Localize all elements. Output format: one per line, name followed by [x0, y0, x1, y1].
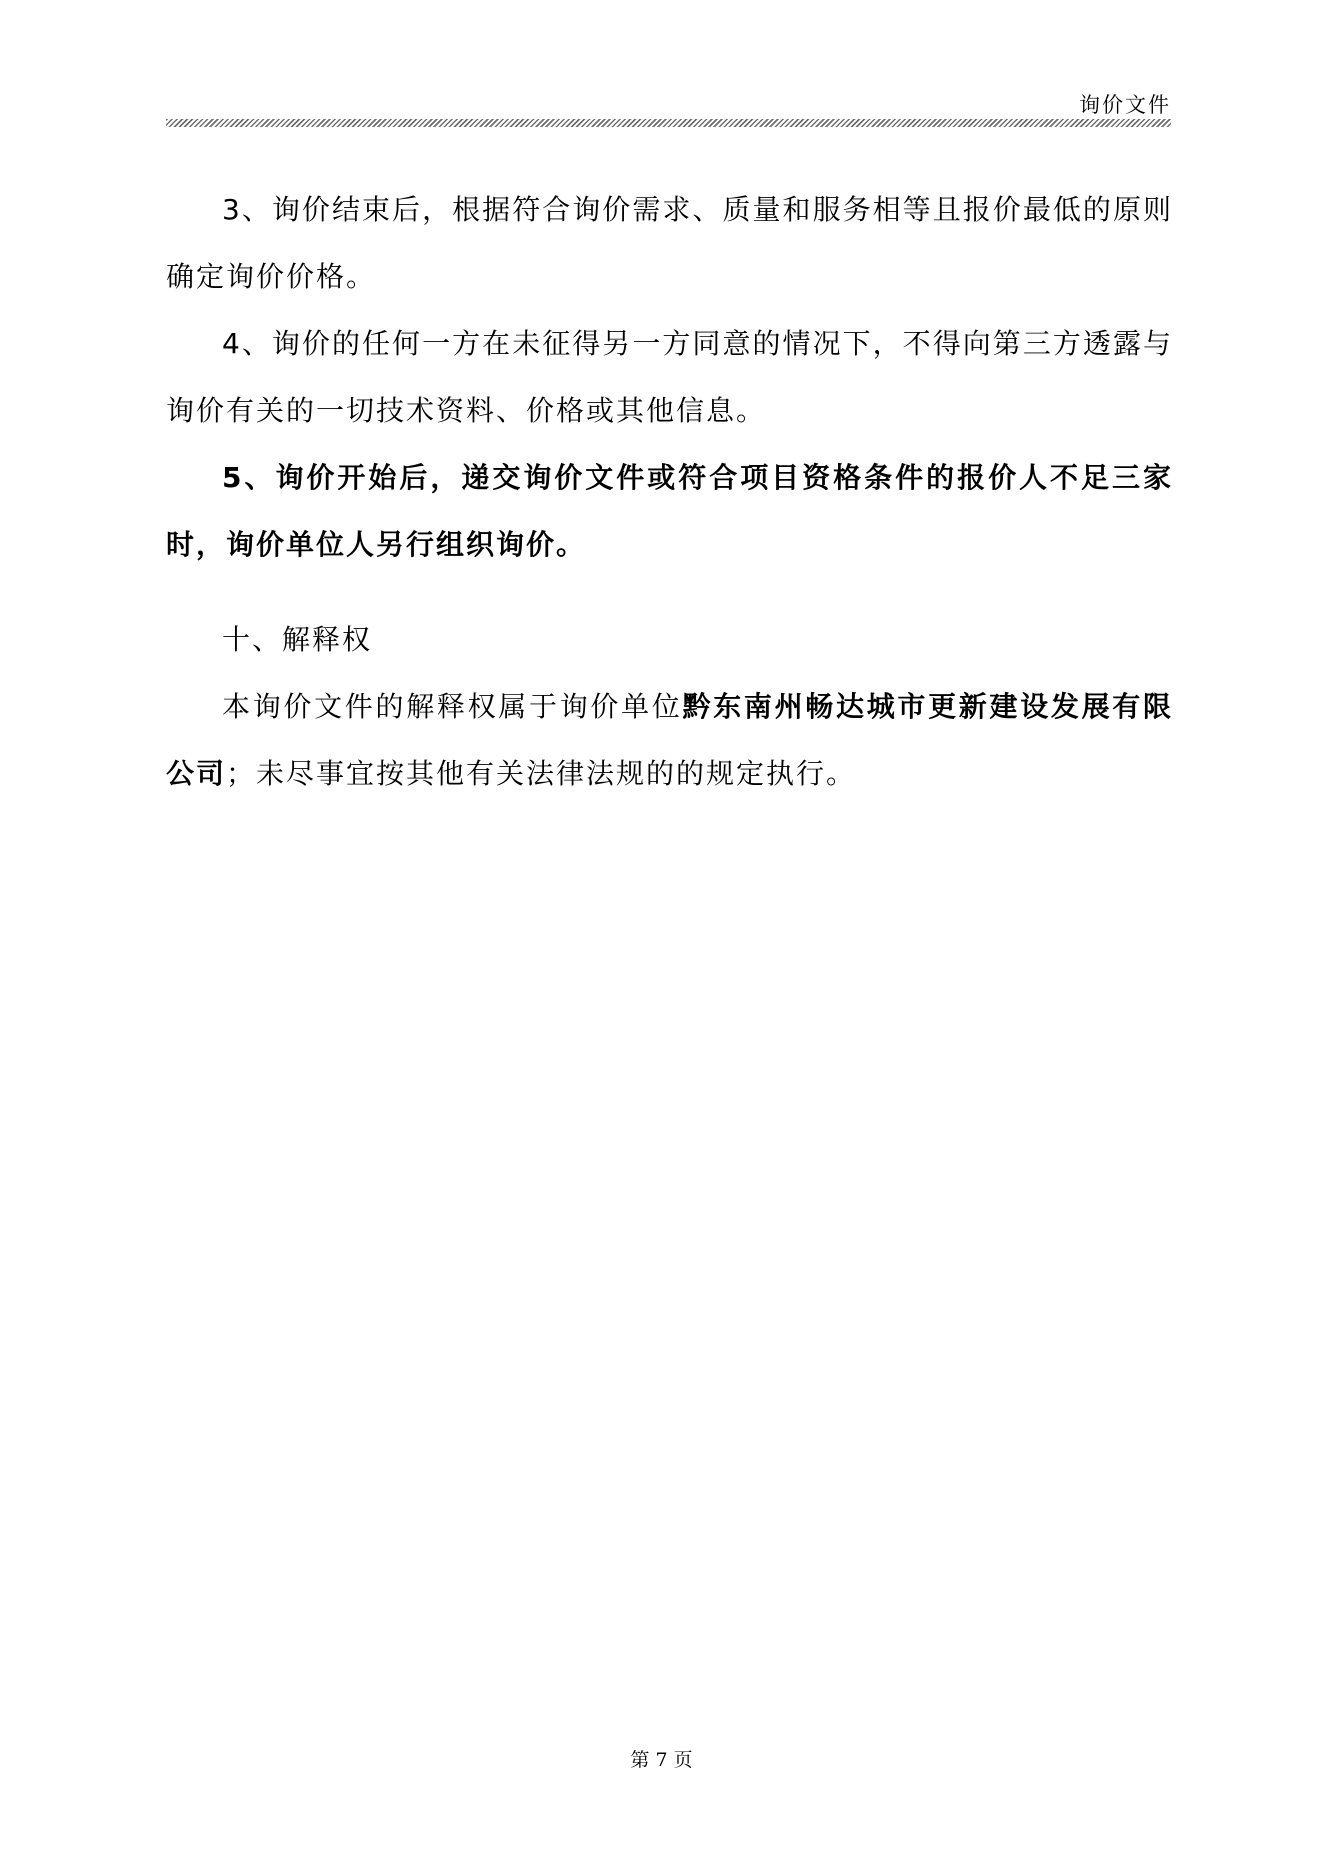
paragraph-5: 5、询价开始后，递交询价文件或符合项目资格条件的报价人不足三家时，询价单位人另行组织询价。 — [166, 461, 1173, 561]
document-body — [166, 176, 1173, 807]
header-divider — [166, 119, 1171, 127]
header-title: 询价文件 — [1079, 93, 1171, 117]
section-heading-interpretation: 十、解释权 — [222, 623, 373, 656]
interpretation-paragraph — [166, 673, 1173, 807]
paragraph-4: 4、询价的任何一方在未征得另一方同意的情况下，不得向第三方透露与询价有关的一切技术资料、价格或其他信息。 — [166, 327, 1173, 427]
company-name: 黔东南州畅达城市更新建设发展有限公司 — [166, 690, 1173, 790]
paragraph-3: 3、询价结束后，根据符合询价需求、质量和服务相等且报价最低的原则确定询价价格。 — [166, 193, 1173, 293]
interpretation-text-end: ；未尽事宜按其他有关法律法规的的规定执行。 — [226, 757, 857, 790]
page-number: 第 7 页 — [630, 1749, 693, 1771]
interpretation-text-start: 本询价文件的解释权属于询价单位 — [222, 690, 683, 723]
